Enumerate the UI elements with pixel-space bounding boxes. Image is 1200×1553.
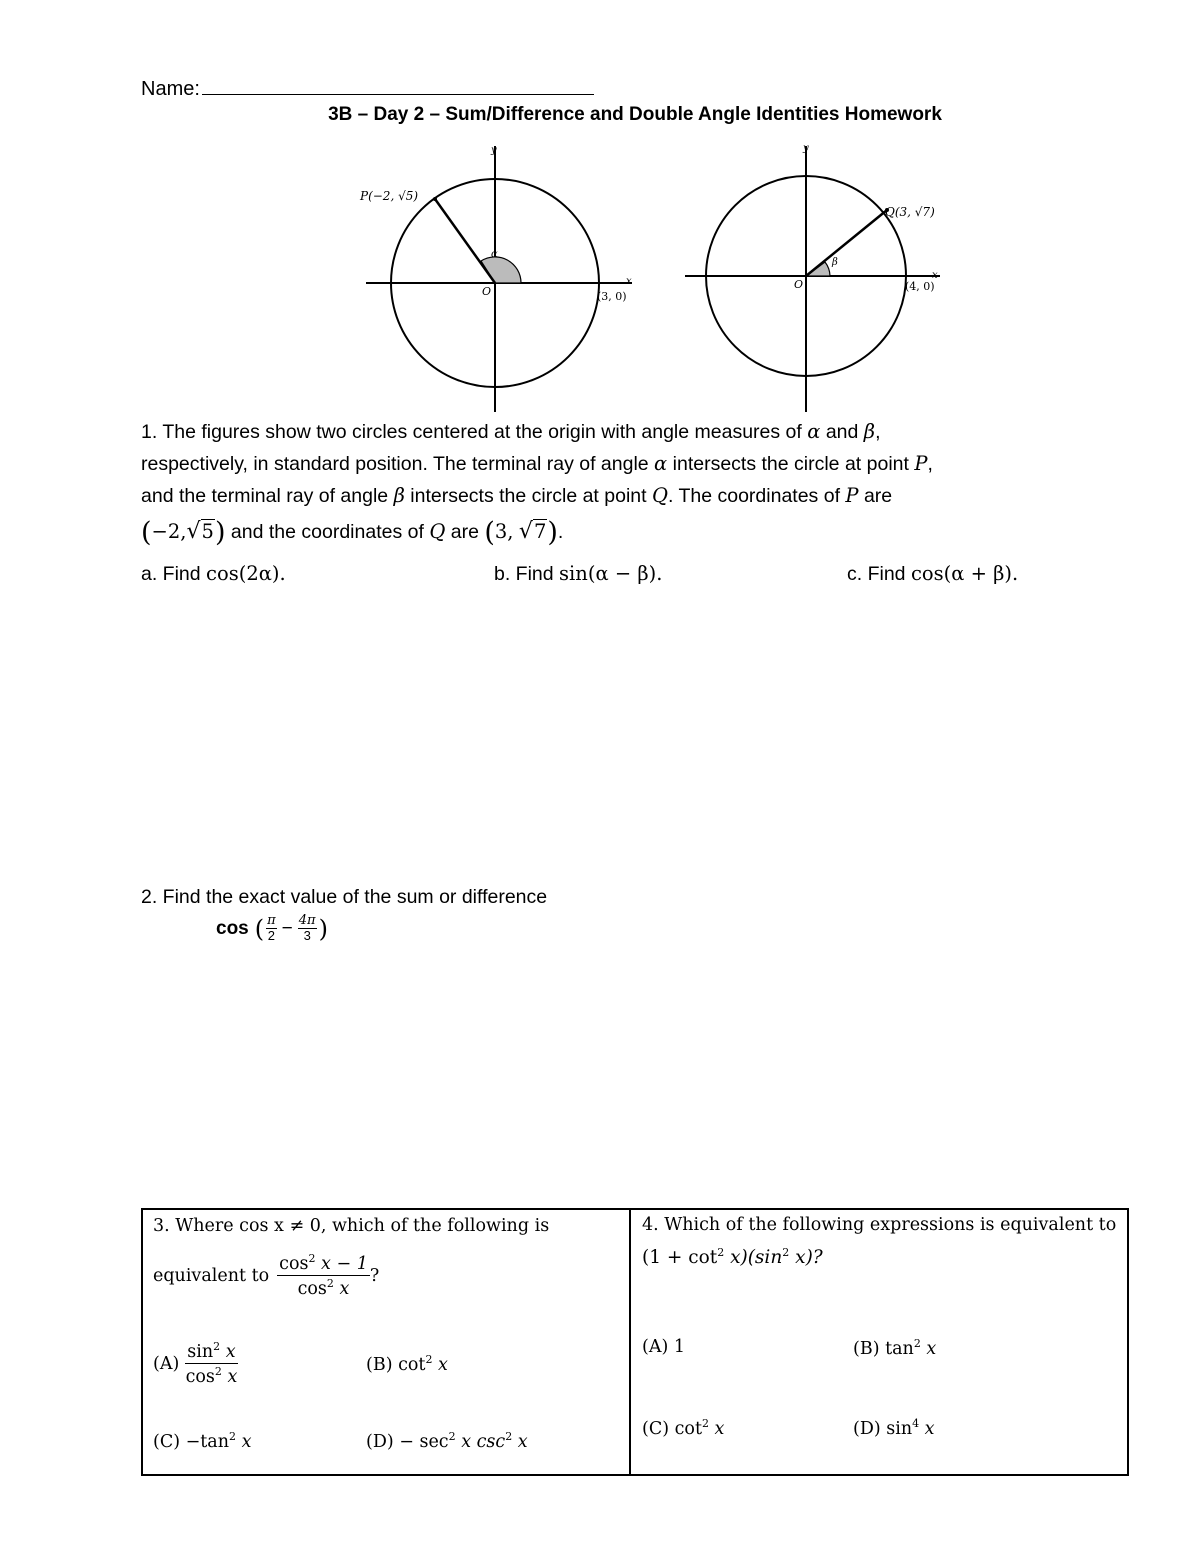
choice-3c[interactable]: $(C) -\tan^2$ x (153, 1430, 252, 1452)
choice-4a[interactable]: (A) 1 (642, 1337, 685, 1357)
fraction-pi-over-2: $\frac{\pi}{2}$ (267, 913, 276, 943)
right-circle-figure (685, 143, 940, 412)
problem-2-text: 2. Find the exact value of the sum or difference (141, 886, 548, 908)
alpha-terminal-ray (435, 199, 495, 283)
problem-3-fraction: $\frac{\cos^2 x - 1}{\cos^2 x}$ (279, 1252, 368, 1299)
point-p (433, 197, 437, 201)
sqrt-5: √5 (186, 519, 214, 544)
problem-3-line-2: equivalent to $\frac{\cos^2 x - 1}{\cos^2 x}$ ? (153, 1252, 380, 1299)
right-origin-label: O (794, 278, 804, 291)
problem-3-line-1: 3. Where cos x ≠ 0, which of the following is (153, 1216, 550, 1236)
problem-1-line-4: (−2,√5) and the coordinates of Q are (3, √7). (141, 517, 564, 548)
left-origin-label: O (482, 285, 492, 298)
beta-terminal-ray (806, 210, 887, 276)
choice-3a[interactable]: (A) $\frac{\sin^2 x}{\cos^2 x}$ (153, 1340, 238, 1387)
q-label: Q(3, √7) (885, 205, 935, 219)
multiple-choice-table (141, 1208, 1129, 1476)
sqrt-7: √7 (518, 519, 547, 544)
problem-1-line-2: respectively, in standard position. The terminal ray of angle α intersects the circle at point P, (141, 452, 933, 475)
problem-4-line-1: 4. Which of the following expressions is equivalent to (642, 1215, 1117, 1235)
right-y-label: y (803, 143, 809, 154)
left-circle-figure (359, 145, 632, 412)
fraction-4pi-over-3: $\frac{4\pi}{3}$ (298, 913, 316, 943)
problem-1 (141, 416, 1081, 549)
choice-3d[interactable]: $(D) - \sec^2 x$ $\csc^2 x$ (366, 1430, 528, 1452)
part-c: c. Find cos(α + β). (847, 562, 1019, 585)
circles-figure (300, 138, 1000, 418)
p-coordinate-x: −2, (151, 520, 187, 543)
choice-4c[interactable]: (C) $\cot^2 x$ (642, 1417, 725, 1439)
table-divider (629, 1210, 631, 1474)
choice-4b[interactable]: (B) $\tan^2 x$ (853, 1337, 937, 1359)
name-line (141, 76, 594, 101)
beta-label: β (832, 257, 838, 268)
name-label: Name: (141, 78, 200, 100)
problem-3-cell (151, 1210, 621, 1474)
left-intercept-label: (3, 0) (597, 290, 627, 303)
part-a: a. Find cos(2α). (141, 562, 286, 585)
part-b: b. Find sin(α − β). (494, 562, 663, 585)
right-x-label: x (932, 270, 938, 281)
p-label: P(−2, √5) (360, 189, 419, 203)
name-blank[interactable] (202, 76, 594, 95)
choice-3b[interactable]: (B) $\cot^2 x$ (366, 1353, 448, 1375)
problem-2-expression: cos ( $\frac{\pi}{2}$ − $\frac{4\pi}{3}$ ) (216, 913, 328, 943)
choice-4d[interactable]: (D) $\sin^4 x$ (853, 1417, 935, 1439)
q-coordinate-x: 3, (494, 520, 514, 543)
left-x-label: x (626, 276, 632, 287)
problem-1-line-1: 1. The figures show two circles centered at the origin with angle measures of α and β, (141, 420, 881, 443)
right-intercept-label: (4, 0) (905, 280, 935, 293)
problem-4-line-2: $(1 + \cot^2 x)(\sin^2$ x)? (642, 1246, 823, 1268)
problem-4-cell (640, 1210, 1120, 1474)
problem-1-line-3: and the terminal ray of angle β intersects the circle at point Q. The coordinates of P are (141, 484, 893, 507)
page-title: 3B – Day 2 – Sum/Difference and Double Angle Identities Homework (328, 104, 942, 125)
alpha-label: α (491, 249, 498, 260)
left-y-label: y (491, 145, 497, 156)
